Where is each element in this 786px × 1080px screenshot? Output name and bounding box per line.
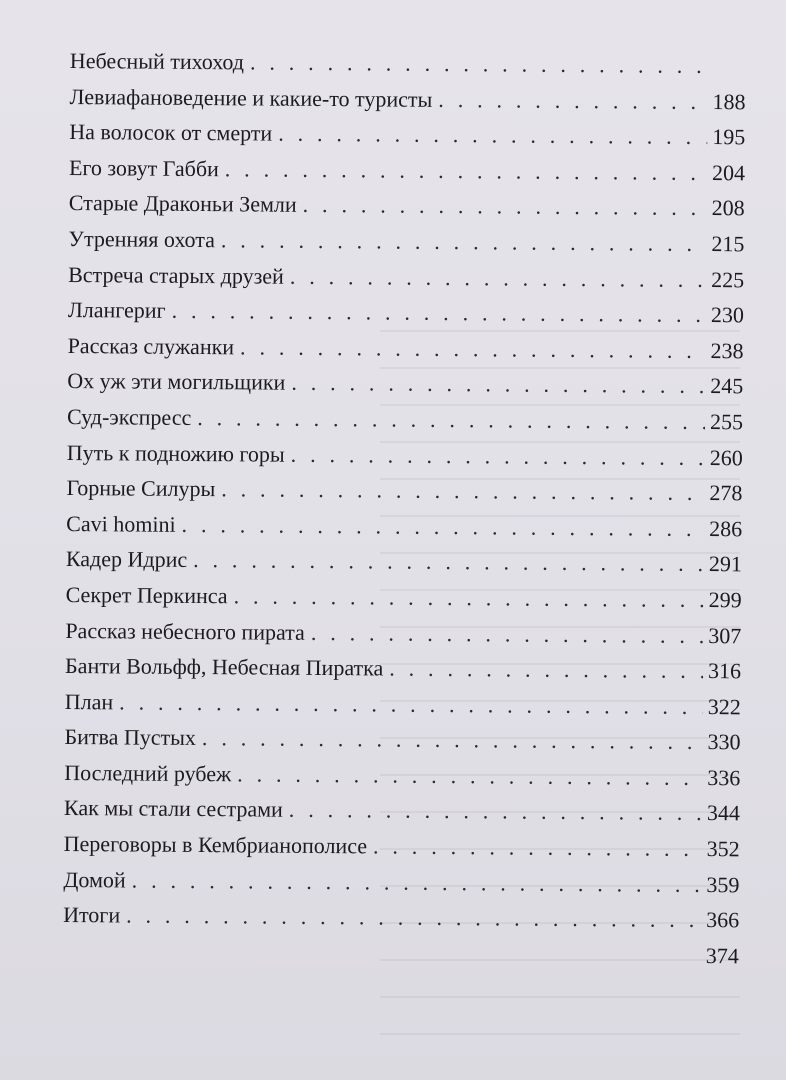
table-of-contents [63,43,746,974]
dot-leader [132,862,702,902]
entry-title: Последний рубеж [64,759,232,787]
entry-title: План [64,688,114,715]
page-number: 344 [706,800,741,826]
page-number: 359 [706,871,740,897]
entry-title: Домой [63,866,126,893]
toc-entry [67,399,743,440]
entry-title: Левиафановедение и какие-то туристы [69,83,433,112]
page-number: 336 [707,764,741,791]
page-number: 316 [707,658,742,684]
toc-entry [69,114,745,155]
dot-leader [438,81,707,119]
page-number: 215 [711,231,745,257]
page-number: 286 [709,515,743,542]
toc-entry [66,470,742,511]
dot-leader [237,756,702,795]
entry-title: Старые Драконьи Земли [68,190,297,218]
page-number: 278 [709,480,743,506]
page-number: 330 [707,729,741,755]
toc-entry [64,790,740,831]
toc-entry [67,328,743,369]
entry-title: Рассказ служанки [67,332,235,360]
toc-entry [63,862,739,903]
page-number: 225 [711,266,745,292]
entry-title: Итоги [63,902,121,928]
dot-leader [181,507,704,547]
dot-leader [289,792,702,831]
page-number: 188 [712,88,746,114]
toc-entry [67,435,743,476]
page-number: 322 [707,693,741,719]
page-number: 238 [710,337,744,364]
entry-title: Как мы стали сестрами [63,795,283,823]
toc-trailing-page [63,933,739,974]
page-number: 374 [705,942,739,969]
toc-entry [70,43,746,84]
dot-leader [126,898,701,938]
page-number: 352 [706,836,740,862]
dot-leader [389,651,703,689]
entry-title: Горные Силуры [66,475,216,502]
page-number: 204 [711,159,746,186]
entry-title: Банти Вольфф, Небесная Пиратка [65,653,384,681]
dot-leader [291,436,705,475]
toc-entry [66,541,742,582]
toc-entry [69,79,745,120]
entry-title: Битва Пустых [64,724,197,751]
entry-title: Небесный тихоход [69,47,245,75]
dot-leader [221,471,704,510]
entry-title: Утренняя охота [68,225,216,253]
dot-leader [171,293,706,333]
dot-leader [233,578,703,617]
page-number: 291 [708,551,743,577]
dot-leader [225,151,707,190]
entry-title: Cavi homini [66,510,176,537]
entry-title: Секрет Перкинса [65,581,228,609]
page-number: 245 [710,373,744,399]
dot-leader [291,365,705,404]
dot-leader [197,400,705,440]
toc-entry [66,506,742,547]
page-number: 260 [709,444,743,470]
page-number: 195 [712,124,746,150]
toc-entry [68,221,744,262]
dot-leader [250,44,708,83]
toc-entry [67,363,743,404]
dot-leader [278,116,707,155]
toc-entry [65,612,741,653]
page-number: 366 [706,907,740,933]
dot-leader [193,542,704,582]
dot-leader [290,258,707,297]
entry-title: Рассказ небесного пирата [65,617,305,645]
entry-title: Переговоры в Кембрианополисе [63,831,368,859]
dot-leader [240,329,706,368]
entry-title: Кадер Идрис [65,546,188,573]
toc-entry [64,755,740,796]
page-number: 255 [709,408,744,435]
entry-title: Его зовут Габби [68,154,219,181]
page-number: 299 [708,586,742,613]
toc-entry [64,719,740,760]
dot-leader [119,684,703,724]
toc-entry [68,257,744,298]
page-number: 208 [711,195,745,221]
toc-entry [65,684,741,725]
toc-entry [66,577,742,618]
entry-title: Ох уж эти могильщики [67,368,286,396]
page-number: 230 [710,302,744,328]
dot-leader [221,222,707,261]
toc-entry [69,185,745,226]
entry-title: Ллангериг [67,297,166,323]
toc-entry [68,292,744,333]
dot-leader [202,720,703,760]
dot-leader [303,187,707,226]
entry-title: Путь к подножию горы [66,439,285,467]
page-number: 307 [708,622,742,648]
entry-title: Встреча старых друзей [68,261,284,289]
toc-entry [63,897,739,938]
entry-title: На волосок от смерти [69,119,273,146]
dot-leader [311,614,704,653]
toc-entry [69,150,745,191]
toc-entry [65,648,741,689]
entry-title: Суд-экспресс [66,403,192,430]
dot-leader [373,828,702,866]
toc-entry [64,826,740,867]
